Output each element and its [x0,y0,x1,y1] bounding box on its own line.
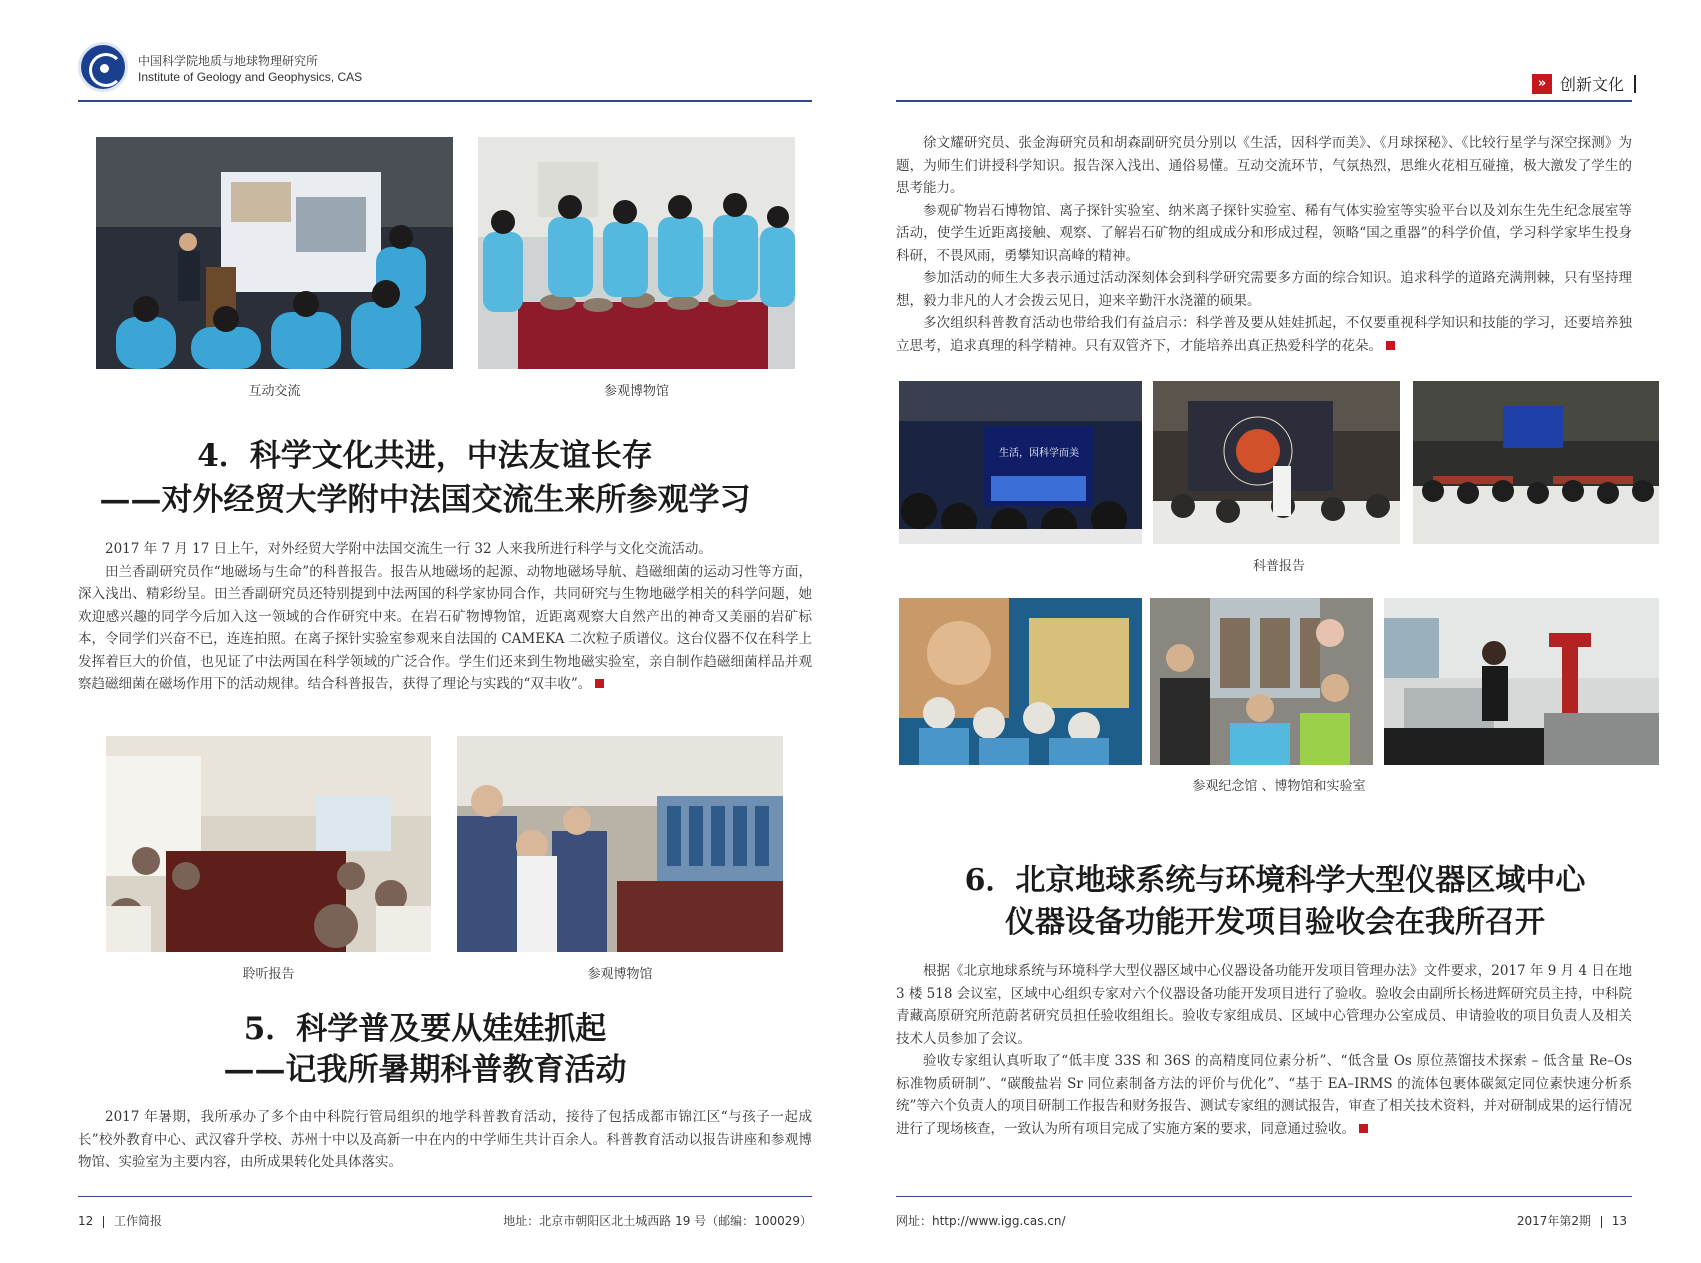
article4-title-line1: 4．科学文化共进，中法友谊长存 [197,438,653,474]
photo-museum-exhibit [1150,598,1373,765]
article4-paragraph-2: 田兰香副研究员作“地磁场与生命”的科普报告。报告从地磁场的起源、动物地磁场导航、趋磁细菌的运动习性等方面，深入浅出、精彩纷呈。田兰香副研究员还特别提到中法两国的科学家协同合作，共同研究与生物地磁学相关的科学问题，她欢迎感兴趣的同学今后加入这一领域的合作研究中来。在岩石矿物博物馆，近距离观察大自然产出的神奇又美丽的岩矿标本，令同学们兴奋不已，连连拍照。在离子探针实验室参观来自法国的 CAMEKA 二次粒子质谱仪。这台仪器不仅在科学上发挥着巨大的价值，也见证了中法两国在科学领域的广泛合作。学生们还来到生物地磁实验室，亲自制作趋磁细菌样品并观察趋磁细菌在磁场作用下的活动规律。结合科普报告，获得了理论与实践的“双丰收”。 [78,563,812,692]
article5-title-line1: 5．科学普及要从娃娃抓起 [243,1011,607,1047]
institute-name-en: Institute of Geology and Geophysics, CAS [138,70,363,84]
photo-museum-visit-1 [478,137,795,369]
end-mark-icon [1386,341,1395,350]
footer-rule-left [78,1196,812,1197]
screen-title-text: 生活，因科学而美 [999,448,1079,459]
right-paragraph-2: 参观矿物岩石博物馆、离子探针实验室、纳米离子探针实验室、稀有气体实验室等实验平台以及刘东生先生纪念展室等活动，使学生近距离接触、观察、了解岩石矿物的组成成分和形成过程，领略“国之重器”的科学价值，学习科学家毕生投身科研，不畏风雨，勇攀知识高峰的精神。 [896,202,1632,264]
header-rule [78,100,812,102]
article6-title-line2: 仪器设备功能开发项目验收会在我所召开 [1005,905,1545,940]
photo-science-report-2 [1153,381,1400,544]
end-mark-icon [1359,1124,1368,1133]
footer-right-page-info [1517,1212,1627,1229]
photo-science-report-1 [899,381,1142,544]
footer-website: 网址：http://www.igg.cas.cn/ [896,1214,1066,1228]
institute-logo-icon [78,42,128,92]
double-chevron-icon: » [1532,74,1552,94]
page-number-right: 13 [1611,1214,1627,1228]
section-title: 创新文化 [1560,75,1625,94]
right-paragraph-1: 徐文耀研究员、张金海研究员和胡森副研究员分别以《生活，因科学而美》、《月球探秘》、《比较行星学与深空探测》为题，为师生们讲授科学知识。报告深入浅出、通俗易懂。互动交流环节，气氛热烈，思维火花相互碰撞，极大激发了学生的思考能力。 [896,135,1632,196]
section-tag [1532,72,1636,95]
article4-body [78,538,812,696]
article6-title-line1: 6．北京地球系统与环境科学大型仪器区域中心 [964,863,1586,898]
right-paragraph-4: 多次组织科普教育活动也带给我们有益启示：科学普及要从娃娃抓起，不仅要重视科学知识和技能的学习，还要培养独立思考，追求真理的科学精神。只有双管齐下，才能培养出真正热爱科学的花朵。 [896,315,1632,354]
article5-body [78,1106,812,1174]
footer-rule-right [896,1196,1632,1197]
article6-body [896,960,1632,1140]
right-paragraph-3: 参加活动的师生大多表示通过活动深刻体会到科学研究需要多方面的综合知识。追求科学的道路充满荆棘，只有坚持理想，毅力非凡的人才会拨云见日，迎来辛勤汗水浇灌的硕果。 [896,270,1632,309]
publication-name: 工作简报 [113,1214,162,1228]
photo-listening-report [106,736,431,952]
article6-paragraph-2: 验收专家组认真听取了“低丰度 33S 和 36S 的高精度同位素分析”、“低含量 Os 原位蒸馏技术探索 – 低含量 Re–Os 标准物质研制”、“碳酸盐岩 Sr 同位素制备方法的评价与优化”、“基于 EA–IRMS 的流体包裹体碳氮定同位素快速分析系统”等六个负责人的项目研制工作报告和财务报告、测试专家组的测试报告，审查了相关技术资料，并对研制成果的运行情况进行了现场核查，一致认为所有项目完成了实施方案的要求，同意通过验收。 [896,1053,1632,1137]
article4-title-line2: ——对外经贸大学附中法国交流生来所参观学习 [99,482,751,518]
photo-interactive-exchange [96,137,453,369]
footer-address: 地址：北京市朝阳区北土城西路 19 号（邮编：100029） [503,1214,812,1228]
caption-science-reports: 科普报告 [1252,559,1305,574]
photo-laboratory [1384,598,1659,765]
photo-science-report-3 [1413,381,1659,544]
photo-memorial-hall [899,598,1142,765]
caption-memorial-museum-lab: 参观纪念馆 、博物馆和实验室 [1192,779,1366,794]
caption-interactive-exchange: 互动交流 [248,384,301,399]
article6-paragraph-1: 根据《北京地球系统与环境科学大型仪器区域中心仪器设备功能开发项目管理办法》文件要求，2017 年 9 月 4 日在地 3 楼 518 会议室，区域中心组织专家对六个仪器设备功能开发项目进行了验收。验收会由副所长杨进辉研究员主持，中科院青藏高原研究所范蔚茗研究员担任验收组组长。验收专家组成员、区域中心管理办公室成员、申请验收的项目负责人及相关技术人员参加了会议。 [896,963,1632,1047]
institute-name-cn: 中国科学院地质与地球物理研究所 [138,54,319,68]
right-page [850,0,1701,1263]
article5-paragraph: 2017 年暑期，我所承办了多个由中科院行管局组织的地学科普教育活动，接待了包括成都市锦江区“与孩子一起成长”校外教育中心、武汉睿升学校、苏州十中以及高新一中在内的中学师生共计百余人。科普教育活动以报告讲座和参观博物馆、实验室为主要内容，由所成果转化处具体落实。 [78,1109,812,1170]
end-mark-icon [595,679,604,688]
caption-listening-report: 聆听报告 [242,967,295,982]
article4-paragraph-1: 2017 年 7 月 17 日上午，对外经贸大学附中法国交流生一行 32 人来我所进行科学与文化交流活动。 [105,541,712,557]
right-intro-body [896,132,1632,357]
article5-title-line2: ——记我所暑期科普教育活动 [223,1052,627,1088]
left-page [0,0,850,1263]
photo-museum-visit-2 [457,736,783,952]
footer-left-page-info [78,1212,162,1229]
header-rule-right [896,100,1632,102]
caption-museum-visit-1: 参观博物馆 [603,384,669,399]
caption-museum-visit-2: 参观博物馆 [587,967,653,982]
page-number-left: 12 [78,1214,94,1228]
issue-label: 2017年第2期 [1516,1214,1592,1228]
